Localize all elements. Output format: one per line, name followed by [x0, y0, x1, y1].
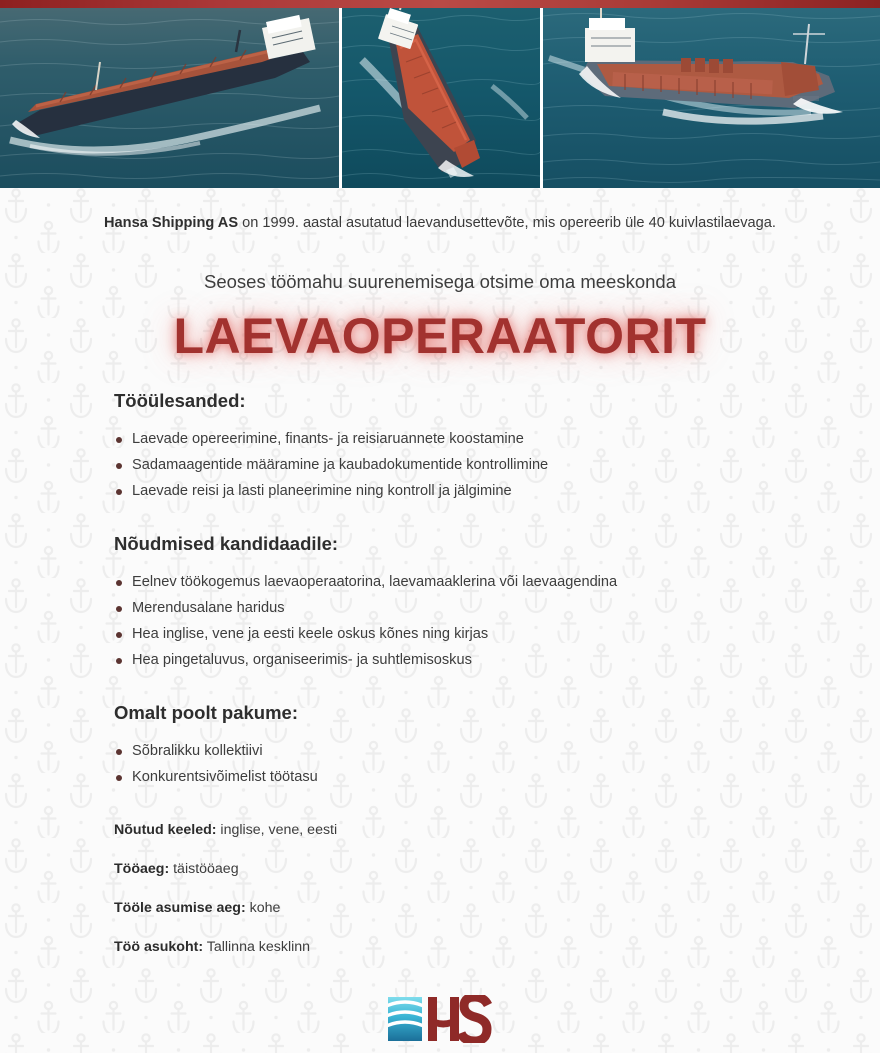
detail-label: Tööle asumise aeg: — [114, 900, 246, 916]
list-item: Eelnev töökogemus laevaoperaatorina, laevamaaklerina või laevaagendina — [114, 569, 880, 595]
detail-label: Tööaeg: — [114, 861, 170, 877]
detail-value: inglise, vene, eesti — [216, 822, 338, 838]
intro-rest: on 1999. aastal asutatud laevandusettevõte, mis opereerib üle 40 kuivlastilaevaga. — [238, 215, 776, 231]
list-item: Hea inglise, vene ja eesti keele oskus kõnes ning kirjas — [114, 621, 880, 647]
section-list-tasks — [114, 426, 880, 504]
intro-paragraph — [0, 188, 880, 234]
top-accent-rule — [0, 0, 880, 8]
hansa-shipping-logo — [388, 995, 492, 1043]
section-title-tasks: Tööülesanded: — [114, 390, 246, 411]
section-title-requirements: Nõudmised kandidaadile: — [114, 533, 339, 554]
list-item: Konkurentsivõimelist töötasu — [114, 764, 880, 790]
logo-container — [0, 957, 880, 1043]
list-item: Laevade opereerimine, finants- ja reisiaruannete koostamine — [114, 426, 880, 452]
photo-cargo-ship-kati — [543, 0, 880, 188]
detail-value: kohe — [245, 900, 281, 916]
detail-value: Tallinna kesklinn — [203, 939, 311, 955]
detail-location — [114, 937, 880, 957]
detail-label: Töö asukoht: — [114, 939, 204, 955]
requirement-sections — [0, 364, 880, 790]
section-list-offer — [114, 738, 880, 790]
list-item: Merendusalane haridus — [114, 595, 880, 621]
section-list-requirements — [114, 569, 880, 673]
subheadline: Seoses töömahu suurenemisega otsime oma meeskonda — [203, 271, 676, 292]
list-item: Sadamaagentide määramine ja kaubadokumentide kontrollimine — [114, 452, 880, 478]
company-name: Hansa Shipping AS — [104, 215, 239, 231]
job-ad-content — [0, 188, 880, 1043]
list-item: Sõbralikku kollektiivi — [114, 738, 880, 764]
job-detail-lines — [0, 790, 880, 957]
detail-value: täistööaeg — [169, 861, 239, 877]
photo-cargo-ship-red-hold-aerial — [342, 0, 540, 188]
list-item: Hea pingetaluvus, organiseerimis- ja suhtlemisoskus — [114, 647, 880, 673]
detail-label: Nõutud keeled: — [114, 822, 217, 838]
section-title-offer: Omalt poolt pakume: — [114, 702, 298, 723]
detail-start-date — [114, 898, 880, 918]
detail-languages — [114, 820, 880, 840]
header-photo-strip — [0, 0, 880, 188]
list-item: Laevade reisi ja lasti planeerimine ning kontroll ja jälgimine — [114, 478, 880, 504]
detail-worktime — [114, 859, 880, 879]
job-title-headline: LAEVAOPERAATORIT — [173, 308, 707, 364]
photo-cargo-ship-navy-hull — [0, 0, 339, 188]
